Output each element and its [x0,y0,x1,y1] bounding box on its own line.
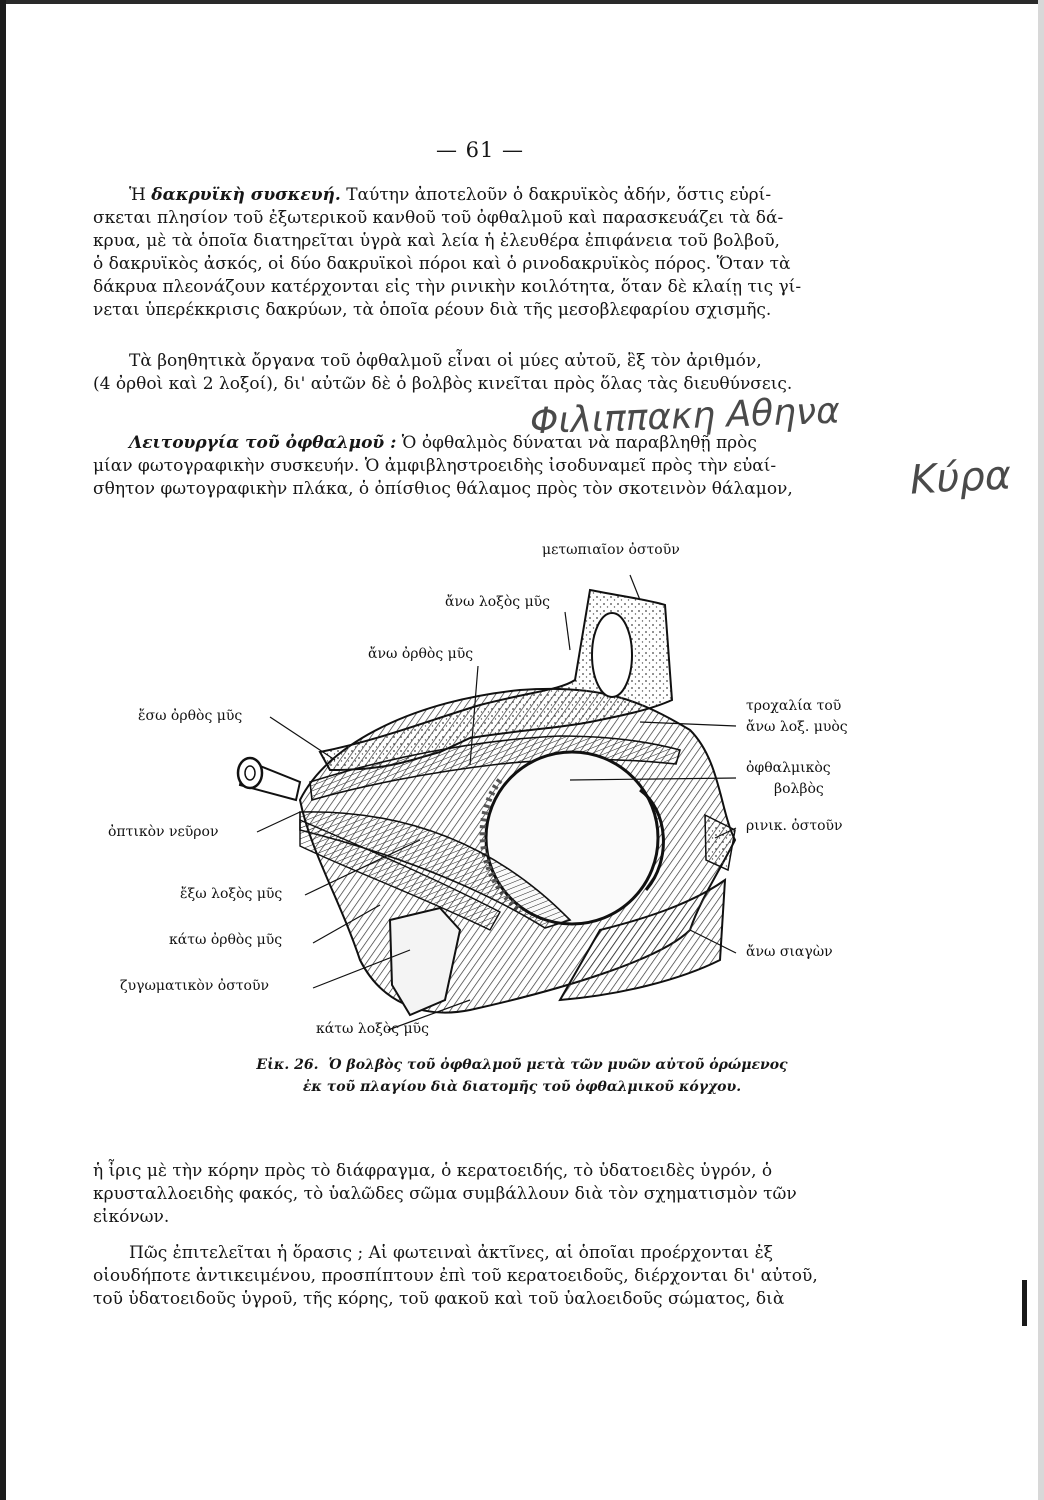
handwritten-name: Φιλιππακη Αθηνα [529,390,841,443]
page-number: — 61 — [435,138,525,162]
paragraph-line: Τὰ βοηθητικὰ ὄργανα τοῦ ὀφθαλμοῦ εἶναι οἱ μύες αὐτοῦ, ἓξ τὸν ἀριθμόν, [129,351,762,371]
label-zygomatic-bone: ζυγωματικὸν ὀστοῦν [120,978,269,994]
paragraph-line: οἱουδήποτε ἀντικειμένου, προσπίπτουν ἐπὶ τοῦ κερατοειδοῦς, διέρχονται δι' αὐτοῦ, [93,1266,818,1286]
paragraph-line: εἰκόνων. [93,1207,170,1227]
caption-text-1: Ὁ βολβὸς τοῦ ὀφθαλμοῦ μετὰ τῶν μυῶν αὐτοῦ ὁρώμενος [328,1057,788,1073]
label-medial-rectus: ἔσω ὀρθὸς μῦς [138,708,243,724]
label-superior-oblique: ἄνω λοξὸς μῦς [445,594,551,610]
label-superior-rectus: ἄνω ὀρθὸς μῦς [368,646,474,662]
label-maxilla: ἄνω σιαγὼν [746,944,833,960]
paragraph-line: κρυσταλλοειδὴς φακός, τὸ ὑαλῶδες σῶμα συμβάλλουν διὰ τὸν σχηματισμὸν τῶν [93,1184,797,1204]
paragraph-line: (4 ὀρθοὶ καὶ 2 λοξοί), δι' αὐτῶν δὲ ὁ βολβὸς κινεῖται πρὸς ὅλας τὰς διευθύνσεις. [93,374,793,394]
label-lateral-oblique: ἔξω λοξὸς μῦς [180,886,283,902]
paragraph-vision-parts [93,1160,865,1229]
margin-mark [1022,1280,1027,1326]
label-inferior-oblique: κάτω λοξὸς μῦς [316,1021,429,1037]
lead-prefix: Ἡ [129,185,152,205]
paragraph-line: Πῶς ἐπιτελεῖται ἡ ὅρασις ; Αἱ φωτειναὶ ἀκτῖνες, αἱ ὁποῖαι προέρχονται ἐξ [129,1243,774,1263]
caption-line-1 [0,1054,1044,1076]
label-trochlea [746,696,848,738]
label-nasal-bone: ρινικ. ὀστοῦν [746,818,843,834]
lead-rest: Ὁ ὀφθαλμὸς δύναται νὰ παραβληθῇ πρὸς [396,433,757,453]
label-eyeball-line1: ὀφθαλμικὸς [746,760,831,776]
paragraph-line: νεται ὑπερέκκρισις δακρύων, τὰ ὁποῖα ρέουν διὰ τῆς μεσοβλεφαρίου σχισμῆς. [93,300,772,320]
lead-term: δακρυϊκὴ συσκευή. [151,185,341,205]
optic-nerve-end [238,758,262,788]
figure-caption [0,1054,1044,1098]
caption-number: Εἰκ. 26. [256,1057,319,1073]
caption-line-2: ἐκ τοῦ πλαγίου διὰ διατομῆς τοῦ ὀφθαλμικοῦ κόγχου. [302,1079,742,1095]
frontal-sinus [592,613,632,697]
paragraph-line: ὁ δακρυϊκὸς ἀσκός, οἱ δύο δακρυϊκοὶ πόροι καὶ ὁ ρινοδακρυϊκὸς πόρος. Ὅταν τὰ [93,254,791,274]
label-inferior-rectus: κάτω ὀρθὸς μῦς [169,932,283,948]
paragraph-how-vision [93,1242,865,1311]
nasal-bone-shape [705,815,735,870]
label-trochlea-line2: ἄνω λοξ. μυὸς [746,719,848,735]
paragraph-line: σθητον φωτογραφικὴν πλάκα, ὁ ὀπίσθιος θάλαμος πρὸς τὸν σκοτεινὸν θάλαμον, [93,479,793,499]
paragraph-line: δάκρυα πλεονάζουν κατέρχονται εἰς τὴν ρινικὴν κοιλότητα, ὅταν δὲ κλαίῃ τις γί- [93,277,802,297]
paragraph-line: τοῦ ὑδατοειδοῦς ὑγροῦ, τῆς κόρης, τοῦ φακοῦ καὶ τοῦ ὑαλοειδοῦς σώματος, διὰ [93,1289,785,1309]
label-eyeball [746,758,831,800]
lead-rest: Ταύτην ἀποτελοῦν ὁ δακρυϊκὸς ἀδήν, ὅστις εὑρί- [340,185,772,205]
paragraph-line: ἡ ἶρις μὲ τὴν κόρην πρὸς τὸ διάφραγμα, ὁ κερατοειδής, τὸ ὑδατοειδὲς ὑγρόν, ὁ [93,1161,773,1181]
label-frontal-bone: μετωπιαῖον ὀστοῦν [542,542,680,558]
handwritten-name-second-line: Κύρα [908,452,1013,504]
paragraph-line: μίαν φωτογραφικὴν συσκευήν. Ὁ ἀμφιβληστροειδὴς ἰσοδυναμεῖ πρὸς τὴν εὐαί- [93,456,777,476]
paragraph-line: κρυα, μὲ τὰ ὁποῖα διατηρεῖται ὑγρὰ καὶ λεία ἡ ἐλευθέρα ἐπιφάνεια τοῦ βολβοῦ, [93,231,780,251]
lead-term: Λειτουργία τοῦ ὀφθαλμοῦ : [129,433,397,453]
label-trochlea-line1: τροχαλία τοῦ [746,698,842,714]
label-optic-nerve: ὀπτικὸν νεῦρον [108,824,219,840]
label-eyeball-line2: βολβὸς [774,781,824,797]
paragraph-line: σκεται πλησίον τοῦ ἐξωτερικοῦ κανθοῦ τοῦ ὀφθαλμοῦ καὶ παρασκευάζει τὰ δά- [93,208,784,228]
